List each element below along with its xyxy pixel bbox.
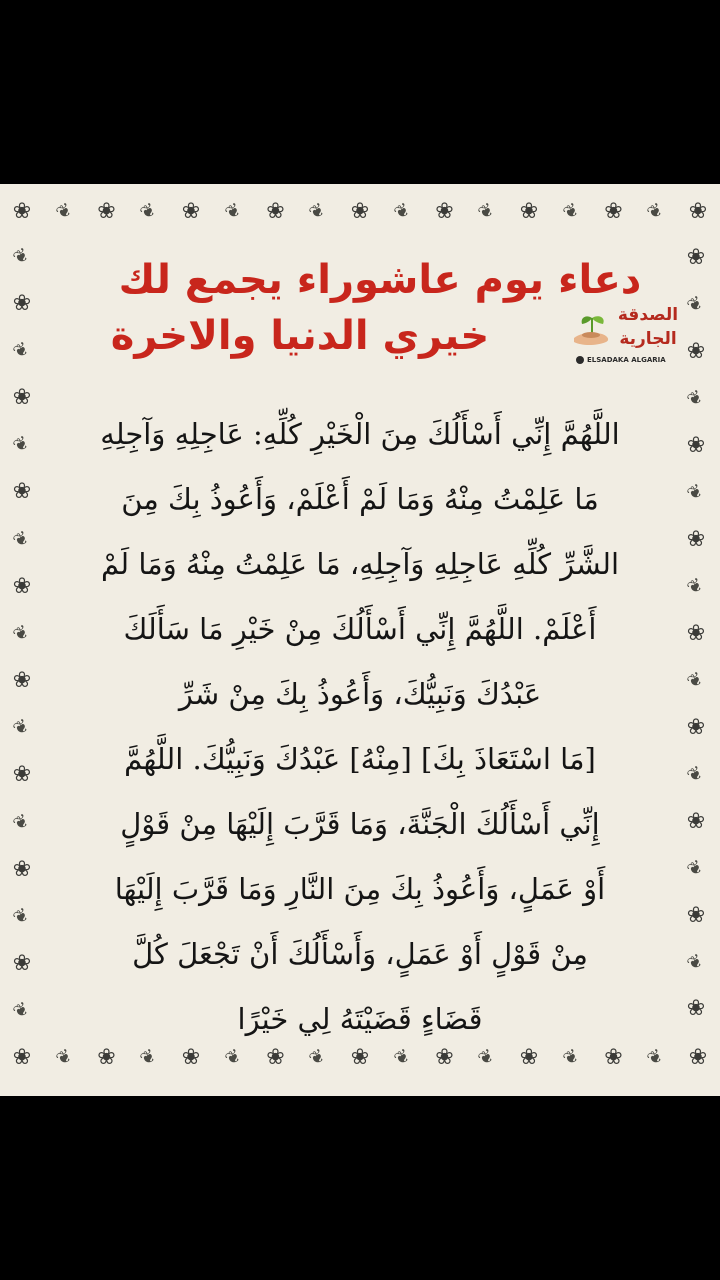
- flower-icon: ❀: [686, 714, 706, 740]
- leaf-icon: ❦: [643, 1044, 668, 1071]
- leaf-icon: ❦: [390, 198, 414, 225]
- flower-icon: ❀: [350, 199, 370, 224]
- dua-line: قَضَاءٍ قَضَيْتَهُ لِي خَيْرًا: [237, 1002, 483, 1036]
- flower-icon: ❀: [12, 290, 32, 316]
- social-handle: [576, 356, 692, 364]
- instagram-icon: [576, 356, 584, 364]
- flower-icon: ❀: [604, 199, 623, 224]
- leaf-icon: ❦: [559, 198, 583, 225]
- flower-icon: ❀: [519, 1045, 539, 1070]
- leaf-icon: ❦: [9, 714, 34, 741]
- leaf-icon: ❦: [9, 526, 34, 553]
- flower-icon: ❀: [686, 902, 706, 928]
- title-line-2: خيري الدنيا والاخرة: [110, 313, 490, 359]
- flower-icon: ❀: [12, 479, 32, 505]
- leaf-icon: ❦: [136, 198, 161, 225]
- dua-line: [مَا اسْتَعَاذَ بِكَ] [مِنْهُ] عَبْدُكَ وَنَبِيُّكَ. اللَّهُمَّ: [124, 742, 596, 776]
- flower-icon: ❀: [12, 951, 32, 977]
- leaf-icon: ❦: [52, 198, 76, 225]
- flower-icon: ❀: [12, 199, 32, 224]
- flower-icon: ❀: [12, 762, 32, 788]
- flower-icon: ❀: [266, 1045, 285, 1070]
- flower-icon: ❀: [688, 199, 708, 224]
- flower-icon: ❀: [12, 1045, 32, 1070]
- leaf-icon: ❦: [9, 998, 34, 1024]
- leaf-icon: ❦: [9, 809, 34, 836]
- logo-name-line-1: الصدقة: [617, 305, 679, 325]
- social-handle-text: ELSADAKA ALGARIA: [587, 356, 666, 364]
- flower-icon: ❀: [686, 620, 706, 646]
- flower-icon: ❀: [12, 668, 32, 694]
- flower-icon: ❀: [97, 1045, 116, 1070]
- leaf-icon: ❦: [683, 761, 708, 788]
- leaf-icon: ❦: [305, 1044, 330, 1071]
- leaf-icon: ❦: [9, 903, 34, 930]
- leaf-icon: ❦: [52, 1044, 76, 1071]
- flower-icon: ❀: [181, 1045, 201, 1070]
- leaf-icon: ❦: [9, 337, 34, 364]
- flower-icon: ❀: [12, 385, 32, 411]
- leaf-icon: ❦: [9, 243, 34, 270]
- leaf-icon: ❦: [9, 620, 34, 647]
- flower-icon: ❀: [350, 1045, 370, 1070]
- leaf-icon: ❦: [683, 479, 708, 506]
- flower-icon: ❀: [686, 808, 706, 834]
- leaf-icon: ❦: [559, 1044, 583, 1071]
- brand-logo: [566, 292, 692, 376]
- leaf-icon: ❦: [683, 667, 708, 694]
- flower-icon: ❀: [686, 433, 706, 459]
- leaf-icon: ❦: [221, 198, 245, 225]
- leaf-icon: ❦: [683, 292, 708, 318]
- flower-icon: ❀: [181, 199, 201, 224]
- flower-icon: ❀: [688, 1045, 708, 1070]
- dua-line: مَا عَلِمْتُ مِنْهُ وَمَا لَمْ أَعْلَمْ، وَأَعُوذُ بِكَ مِنَ: [121, 482, 599, 516]
- flower-icon: ❀: [435, 1045, 454, 1070]
- leaf-icon: ❦: [305, 198, 330, 225]
- flower-icon: ❀: [686, 245, 706, 271]
- flower-icon: ❀: [435, 199, 454, 224]
- flower-icon: ❀: [686, 996, 706, 1022]
- leaf-icon: ❦: [136, 1044, 161, 1071]
- leaf-icon: ❦: [474, 198, 499, 225]
- flower-icon: ❀: [97, 199, 116, 224]
- leaf-icon: ❦: [683, 385, 708, 412]
- dua-card: [0, 184, 720, 1096]
- flower-icon: ❀: [686, 527, 706, 553]
- flower-icon: ❀: [266, 199, 285, 224]
- flower-icon: ❀: [604, 1045, 623, 1070]
- dua-line: اللَّهُمَّ إِنِّي أَسْأَلُكَ مِنَ الْخَيْرِ كُلِّهِ: عَاجِلِهِ وَآجِلِهِ: [100, 417, 620, 451]
- leaf-icon: ❦: [9, 431, 34, 458]
- logo-name-line-2: الجارية: [619, 329, 677, 349]
- flower-icon: ❀: [686, 339, 706, 365]
- dua-line: أَعْلَمْ. اللَّهُمَّ إِنِّي أَسْأَلُكَ مِنْ خَيْرِ مَا سَأَلَكَ: [123, 612, 597, 646]
- flower-icon: ❀: [12, 573, 32, 599]
- flower-icon: ❀: [12, 856, 32, 882]
- leaf-icon: ❦: [683, 855, 708, 882]
- flower-icon: ❀: [519, 199, 539, 224]
- leaf-icon: ❦: [643, 198, 668, 225]
- leaf-icon: ❦: [683, 949, 708, 975]
- dua-text: [44, 402, 676, 1052]
- dua-line: إِنِّي أَسْأَلُكَ الْجَنَّةَ، وَمَا قَرَّبَ إِلَيْهَا مِنْ قَوْلٍ: [120, 807, 600, 841]
- dua-line: عَبْدُكَ وَنَبِيُّكَ، وَأَعُوذُ بِكَ مِنْ شَرِّ: [178, 677, 542, 711]
- title-line-1: دعاء يوم عاشوراء يجمع لك: [118, 257, 642, 303]
- leaf-icon: ❦: [474, 1044, 499, 1071]
- leaf-icon: ❦: [683, 573, 708, 600]
- dua-line: مِنْ قَوْلٍ أَوْ عَمَلٍ، وَأَسْأَلُكَ أَنْ تَجْعَلَ كُلَّ: [132, 937, 588, 971]
- leaf-icon: ❦: [390, 1044, 414, 1071]
- dua-line: الشَّرِّ كُلِّهِ عَاجِلِهِ وَآجِلِهِ، مَا عَلِمْتُ مِنْهُ وَمَا لَمْ: [100, 547, 620, 581]
- top-floral-border: [0, 194, 720, 230]
- leaf-icon: ❦: [221, 1044, 245, 1071]
- dua-line: أَوْ عَمَلٍ، وَأَعُوذُ بِكَ مِنَ النَّارِ وَمَا قَرَّبَ إِلَيْهَا: [114, 872, 606, 906]
